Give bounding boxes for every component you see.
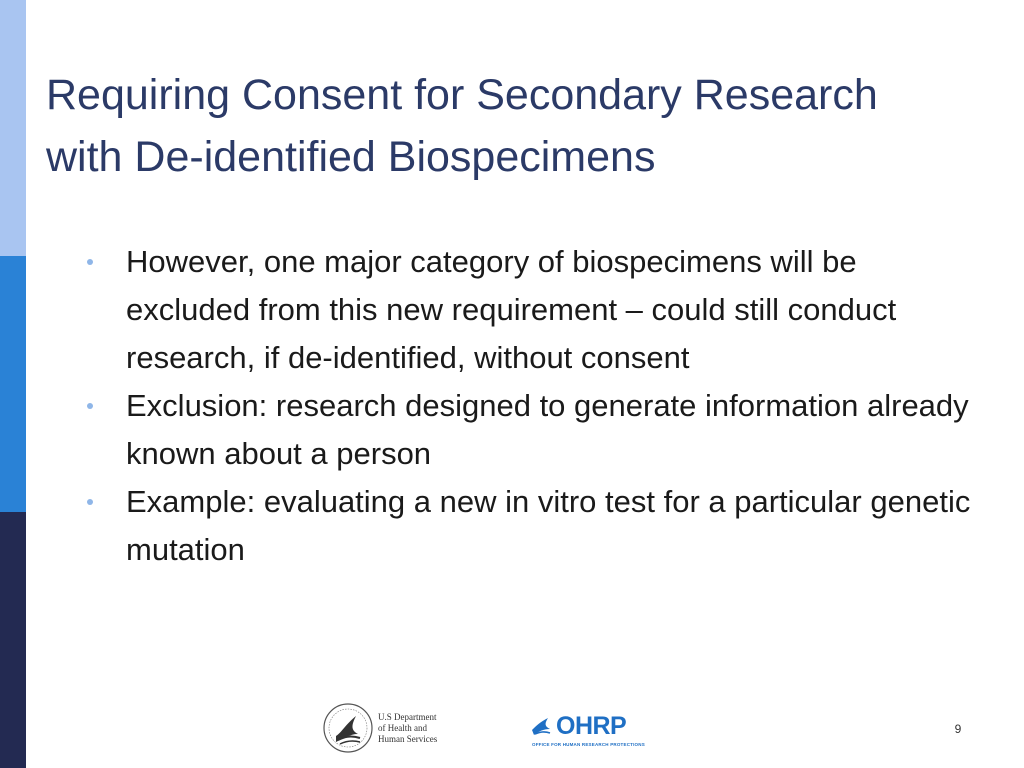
- hhs-logo: [322, 700, 452, 756]
- ohrp-wordmark: OHRP: [556, 712, 627, 740]
- bullet-item: [82, 382, 982, 478]
- hhs-line3: Human Services: [378, 733, 438, 744]
- hhs-line1: U.S Department: [378, 711, 437, 722]
- hhs-wordmark: [378, 712, 437, 745]
- bullet-dot-icon: [87, 499, 93, 505]
- page-number: 9: [954, 722, 962, 736]
- sidebar-stripe-light: [0, 0, 26, 256]
- bullet-dot-icon: [87, 403, 93, 409]
- slide-title-line2: with De-identified Biospecimens: [46, 133, 656, 181]
- bullet-item: [82, 478, 982, 574]
- bullet-dot-icon: [87, 259, 93, 265]
- sidebar-stripe-dark: [0, 512, 26, 768]
- slide-title: [46, 64, 996, 188]
- bullet-text: Example: evaluating a new in vitro test for a particular genetic mutation: [126, 484, 971, 567]
- bullet-text: However, one major category of biospecimens will be excluded from this new requirement – could still conduct research, if de-identified, without consent: [126, 244, 897, 375]
- ohrp-tagline: OFFICE FOR HUMAN RESEARCH PROTECTIONS: [532, 742, 645, 747]
- slide-title-line1: Requiring Consent for Secondary Research: [46, 71, 878, 119]
- eagle-icon: [530, 714, 554, 738]
- sidebar-stripe-mid: [0, 256, 26, 512]
- bullet-list: [82, 238, 982, 574]
- bullet-text: Exclusion: research designed to generate information already known about a person: [126, 388, 969, 471]
- ohrp-logo: [530, 700, 645, 756]
- hhs-seal-icon: [322, 702, 374, 754]
- hhs-line2: of Health and: [378, 722, 427, 733]
- bullet-item: [82, 238, 982, 382]
